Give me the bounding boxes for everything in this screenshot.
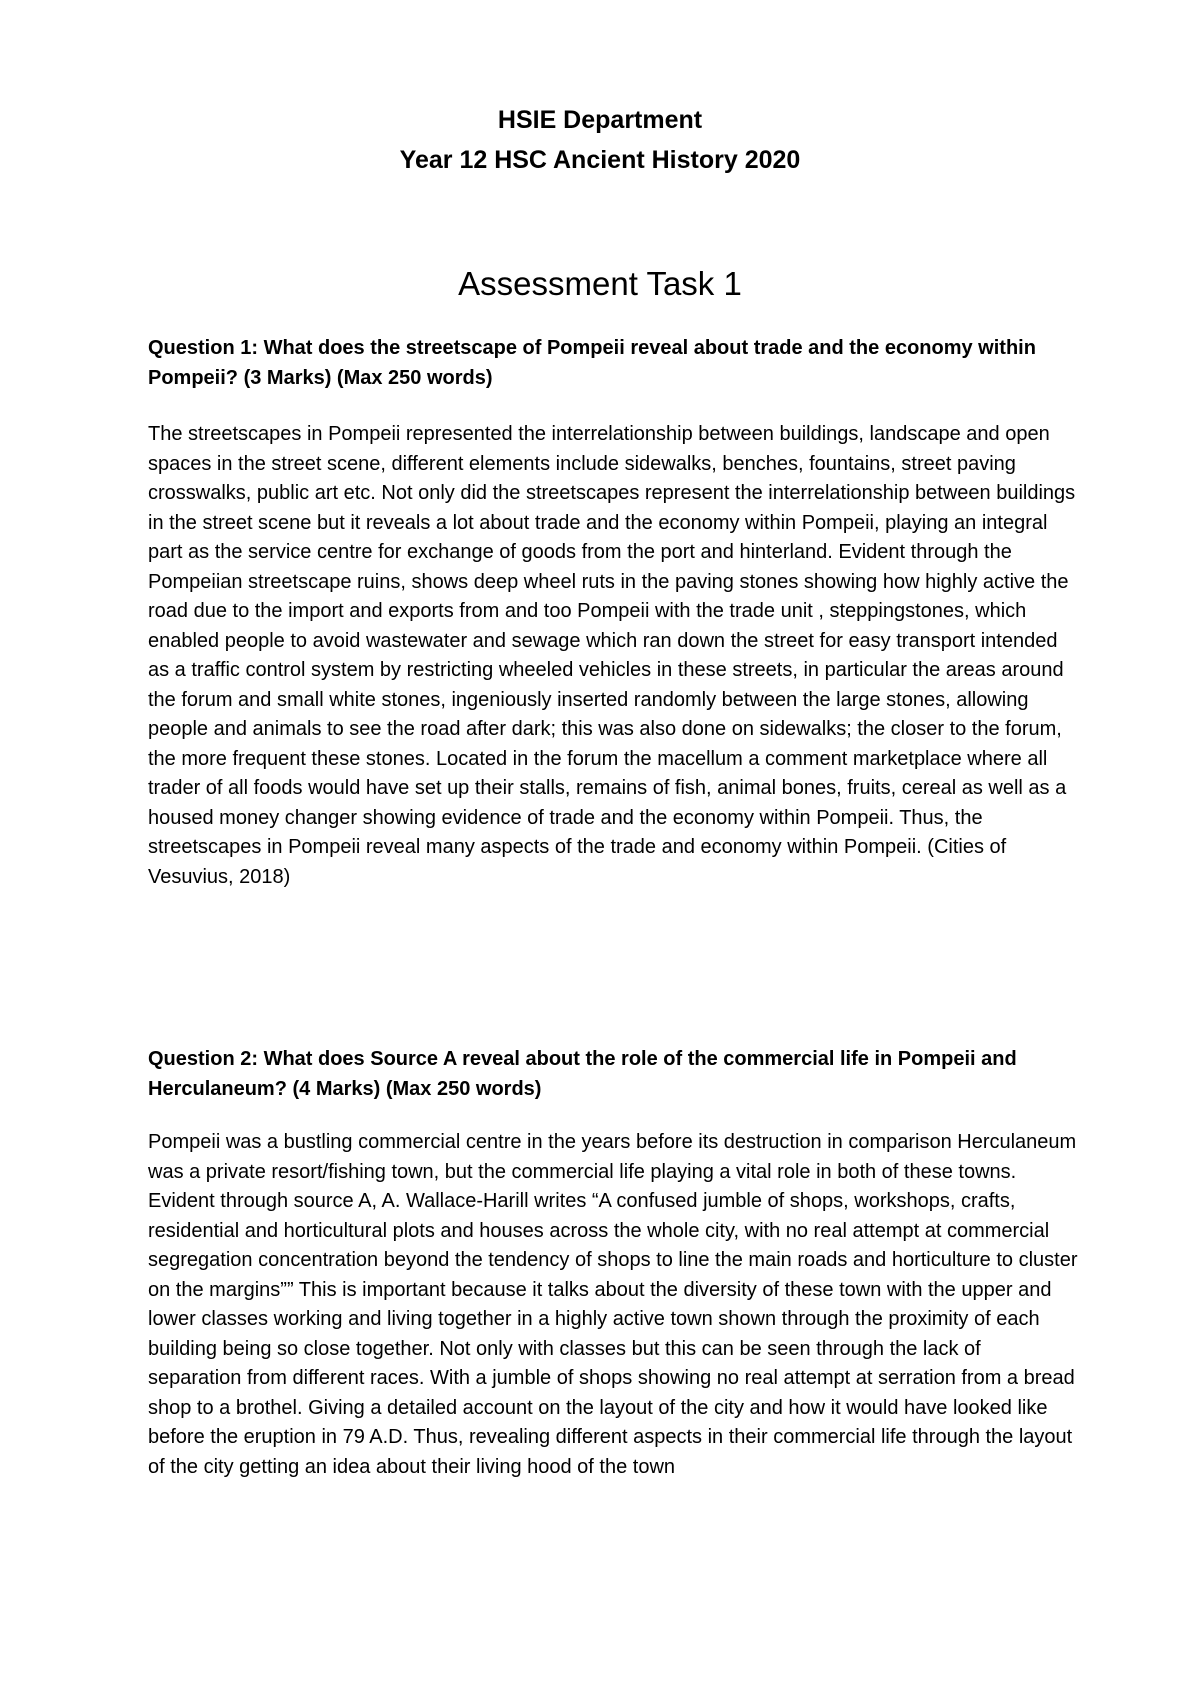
question-1-prompt: Question 1: What does the streetscape of Pompeii reveal about trade and the economy within Pompeii? (3 Marks) (Max 250 words) (148, 337, 1036, 389)
question-2-prompt: Question 2: What does Source A reveal about the role of the commercial life in Pompeii and Herculaneum? (4 Marks) (Max 250 words) (148, 1048, 1017, 1100)
question-1-answer: The streetscapes in Pompeii represented the interrelationship between buildings, landscape and open spaces in the street scene, different elements include sidewalks, benches, fountains, street paving crosswalks, public art etc. Not only did the streetscapes represent the interrelationship between buildings in the street scene but it reveals a lot about trade and the economy within Pompeii, playing an integral part as the service centre for exchange of goods from the port and hinterland. Evident through the Pompeiian streetscape ruins, shows deep wheel ruts in the paving stones showing how highly active the road due to the import and exports from and too Pompeii with the trade unit , steppingstones, which enabled people to avoid wastewater and sewage which ran down the street for easy transport intended as a traffic control system by restricting wheeled vehicles in these streets, in particular the areas around the forum and small white stones, ingeniously inserted randomly between the large stones, allowing people and animals to see the road after dark; this was also done on sidewalks; the closer to the forum, the more frequent these stones. Located in the forum the macellum a comment marketplace where all trader of all foods would have set up their stalls, remains of fish, animal bones, fruits, cereal as well as a housed money changer showing evidence of trade and the economy within Pompeii. Thus, the streetscapes in Pompeii reveal many aspects of the trade and economy within Pompeii. (Cities of Vesuvius, 2018) (148, 423, 1076, 888)
assessment-title: Assessment Task 1 (458, 265, 742, 302)
course-heading: Year 12 HSC Ancient History 2020 (399, 146, 801, 174)
question-2-answer: Pompeii was a bustling commercial centre in the years before its destruction in comparison Herculaneum was a private resort/fishing town, but the commercial life playing a vital role in both of these towns. Evident through source A, A. Wallace-Harill writes “A confused jumble of shops, workshops, crafts, residential and horticultural plots and houses across the whole city, with no real attempt at commercial segregation concentration beyond the tendency of shops to line the main roads and horticulture to cluster on the margins”” This is important because it talks about the diversity of these town with the upper and lower classes working and living together in a highly active town shown through the proximity of each building being so close together. Not only with classes but this can be seen through the lack of separation from different races. With a jumble of shops showing no real attempt at serration from a bread shop to a brothel. Giving a detailed account on the layout of the city and how it would have looked like before the eruption in 79 A.D. Thus, revealing different aspects in their commercial life through the layout of the city getting an idea about their living hood of the town (148, 1131, 1078, 1478)
department-heading: HSIE Department (497, 106, 703, 134)
